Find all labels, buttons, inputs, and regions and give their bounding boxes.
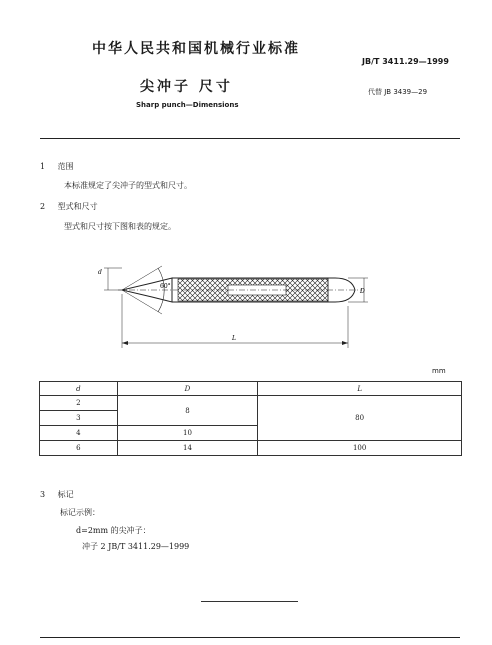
english-title: Sharp punch—Dimensions: [136, 101, 239, 109]
cell-d: 2: [40, 396, 118, 411]
dim-d-label: d: [98, 269, 102, 276]
angle-label: 60°: [160, 283, 171, 290]
marking-example-condition: d=2mm 的尖冲子：: [76, 526, 151, 535]
header-D: D: [117, 382, 258, 396]
table-unit: mm: [432, 367, 446, 375]
table-row: [40, 441, 462, 456]
section-2-heading: [40, 201, 98, 212]
cell-L: 100: [258, 441, 462, 456]
section-3-body: 标记示例：: [60, 508, 100, 517]
cell-D: 8: [117, 396, 258, 426]
section-title: 范围: [57, 162, 74, 171]
header-divider: [40, 138, 460, 139]
dimension-table: [39, 381, 462, 456]
section-number: 1: [40, 162, 46, 171]
section-1-heading: [40, 161, 74, 172]
cell-d: 4: [40, 426, 118, 441]
replaces-note: 代替 JB 3439—29: [368, 88, 428, 96]
header-d: d: [40, 382, 118, 396]
header-L: L: [258, 382, 462, 396]
section-1-body: 本标准规定了尖冲子的型式和尺寸。: [64, 181, 192, 190]
section-title: 标记: [57, 490, 74, 499]
cell-L: 80: [258, 396, 462, 441]
cell-d: 3: [40, 411, 118, 426]
table-header-row: [40, 382, 462, 396]
cell-D: 10: [117, 426, 258, 441]
section-number: 2: [40, 202, 46, 211]
section-3-heading: [40, 489, 74, 500]
organization-header: 中华人民共和国机械行业标准: [92, 41, 300, 57]
cell-D: 14: [117, 441, 258, 456]
end-separator: [201, 601, 298, 602]
document-title: 尖冲子 尺寸: [140, 79, 233, 95]
section-2-body: 型式和尺寸按下图和表的规定。: [64, 222, 176, 231]
dim-D-label: D: [360, 288, 365, 295]
section-number: 3: [40, 490, 46, 499]
table-row: [40, 396, 462, 411]
standard-number: JB/T 3411.29—1999: [362, 57, 449, 66]
footer-divider: [40, 637, 460, 638]
section-title: 型式和尺寸: [57, 202, 98, 211]
marking-example-code: 冲子 2 JB/T 3411.29—1999: [82, 542, 190, 551]
dim-L-label: L: [232, 335, 236, 342]
punch-drawing: [90, 248, 370, 358]
cell-d: 6: [40, 441, 118, 456]
